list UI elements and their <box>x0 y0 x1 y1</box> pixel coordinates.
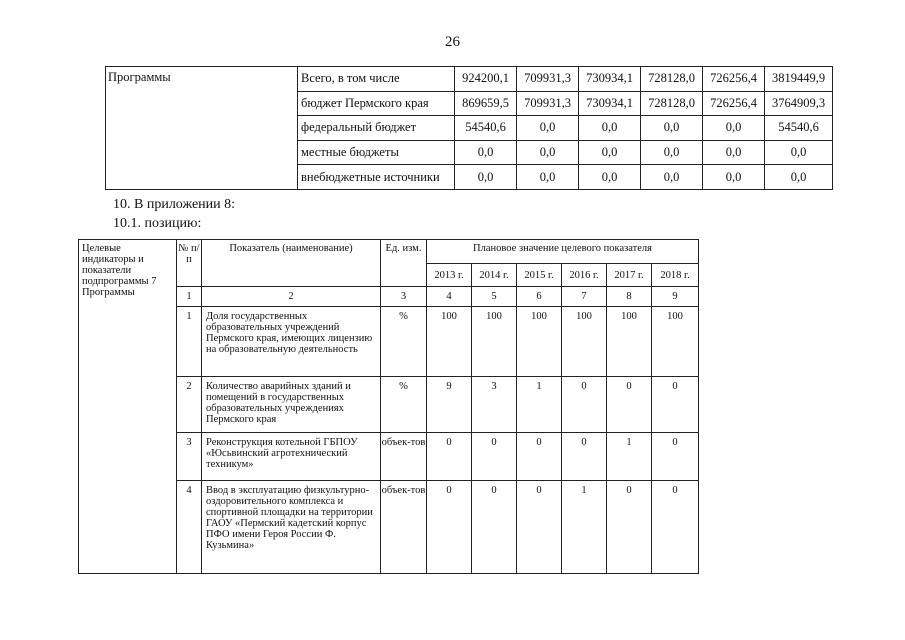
column-number: 2 <box>202 287 381 307</box>
column-number: 5 <box>472 287 517 307</box>
funding-value: 726256,4 <box>703 67 765 92</box>
column-number: 8 <box>607 287 652 307</box>
funding-source: федеральный бюджет <box>298 116 455 141</box>
header-indicator: Показатель (наименование) <box>202 240 381 287</box>
program-label: Программы <box>106 67 298 190</box>
funding-value: 0,0 <box>579 140 641 165</box>
funding-value: 730934,1 <box>579 91 641 116</box>
column-number: 1 <box>177 287 202 307</box>
indicator-number: 2 <box>177 377 202 433</box>
funding-value: 709931,3 <box>517 67 579 92</box>
funding-value: 0,0 <box>641 165 703 190</box>
funding-value: 730934,1 <box>579 67 641 92</box>
funding-table <box>105 66 833 190</box>
indicator-unit: % <box>381 377 427 433</box>
indicator-value: 0 <box>472 433 517 481</box>
funding-value: 924200,1 <box>455 67 517 92</box>
header-year: 2016 г. <box>562 264 607 287</box>
funding-value: 0,0 <box>765 165 833 190</box>
funding-value: 0,0 <box>703 116 765 141</box>
indicator-number: 1 <box>177 307 202 377</box>
funding-value: 726256,4 <box>703 91 765 116</box>
header-year: 2015 г. <box>517 264 562 287</box>
funding-value: 709931,3 <box>517 91 579 116</box>
indicators-table <box>78 239 699 574</box>
subprogram-label: Целевые индикаторы и показатели подпрограммы 7 Программы <box>82 243 157 298</box>
funding-value: 0,0 <box>641 140 703 165</box>
header-planned: Плановое значение целевого показателя <box>427 240 699 264</box>
header-year: 2018 г. <box>652 264 699 287</box>
indicator-value: 0 <box>652 433 699 481</box>
indicator-value: 1 <box>517 377 562 433</box>
funding-value: 0,0 <box>703 140 765 165</box>
page-number: 26 <box>445 34 460 50</box>
funding-value: 0,0 <box>455 140 517 165</box>
indicator-value: 100 <box>652 307 699 377</box>
indicator-value: 0 <box>607 481 652 574</box>
subitem-heading: 10.1. позицию: <box>113 216 202 231</box>
header-unit: Ед. изм. <box>381 240 427 287</box>
indicator-unit: объек-тов <box>381 481 427 574</box>
item-heading: 10. В приложении 8: <box>113 197 236 212</box>
indicator-value: 0 <box>562 433 607 481</box>
funding-value: 0,0 <box>517 140 579 165</box>
indicator-value: 3 <box>472 377 517 433</box>
indicator-number: 3 <box>177 433 202 481</box>
funding-value: 0,0 <box>641 116 703 141</box>
header-year: 2014 г. <box>472 264 517 287</box>
indicator-value: 0 <box>472 481 517 574</box>
funding-value: 869659,5 <box>455 91 517 116</box>
indicator-value: 0 <box>607 377 652 433</box>
indicator-value: 9 <box>427 377 472 433</box>
indicator-value: 0 <box>652 481 699 574</box>
indicator-name: Реконструкция котельной ГБПОУ «Юсьвинский агротехнический техникум» <box>202 433 381 481</box>
column-number: 4 <box>427 287 472 307</box>
indicator-value: 100 <box>562 307 607 377</box>
column-number: 6 <box>517 287 562 307</box>
funding-row <box>106 67 833 92</box>
indicator-value: 0 <box>517 433 562 481</box>
funding-value: 0,0 <box>455 165 517 190</box>
funding-value: 3764909,3 <box>765 91 833 116</box>
funding-value: 54540,6 <box>455 116 517 141</box>
funding-value: 728128,0 <box>641 91 703 116</box>
indicator-number: 4 <box>177 481 202 574</box>
column-number: 3 <box>381 287 427 307</box>
header-year: 2017 г. <box>607 264 652 287</box>
indicator-unit: объек-тов <box>381 433 427 481</box>
funding-value: 0,0 <box>579 165 641 190</box>
indicator-value: 0 <box>652 377 699 433</box>
indicator-unit: % <box>381 307 427 377</box>
funding-value: 0,0 <box>579 116 641 141</box>
indicator-value: 0 <box>517 481 562 574</box>
indicator-value: 0 <box>427 481 472 574</box>
funding-value: 728128,0 <box>641 67 703 92</box>
indicator-value: 100 <box>427 307 472 377</box>
funding-source: Всего, в том числе <box>298 67 455 92</box>
funding-source: бюджет Пермского края <box>298 91 455 116</box>
header-num: № п/п <box>177 240 202 287</box>
subprogram-label-cell <box>79 240 177 574</box>
header-year: 2013 г. <box>427 264 472 287</box>
indicator-value: 100 <box>472 307 517 377</box>
indicator-value: 100 <box>517 307 562 377</box>
funding-value: 0,0 <box>703 165 765 190</box>
indicator-name: Ввод в эксплуатацию физкультурно-оздоровительного комплекса и спортивной площадки на территории ГАОУ «Пермский кадетский корпус ПФО имени Героя России Ф. Кузьмина» <box>202 481 381 574</box>
funding-value: 0,0 <box>517 165 579 190</box>
funding-source: местные бюджеты <box>298 140 455 165</box>
column-number: 9 <box>652 287 699 307</box>
funding-value: 3819449,9 <box>765 67 833 92</box>
funding-value: 0,0 <box>765 140 833 165</box>
indicator-value: 0 <box>427 433 472 481</box>
indicator-value: 1 <box>562 481 607 574</box>
indicator-name: Доля государственных образовательных учреждений Пермского края, имеющих лицензию на образовательную деятельность <box>202 307 381 377</box>
indicator-value: 0 <box>562 377 607 433</box>
indicator-value: 1 <box>607 433 652 481</box>
funding-value: 0,0 <box>517 116 579 141</box>
indicator-value: 100 <box>607 307 652 377</box>
funding-value: 54540,6 <box>765 116 833 141</box>
column-number: 7 <box>562 287 607 307</box>
funding-source: внебюджетные источники <box>298 165 455 190</box>
indicator-name: Количество аварийных зданий и помещений в государственных образовательных учреждениях Пермского края <box>202 377 381 433</box>
